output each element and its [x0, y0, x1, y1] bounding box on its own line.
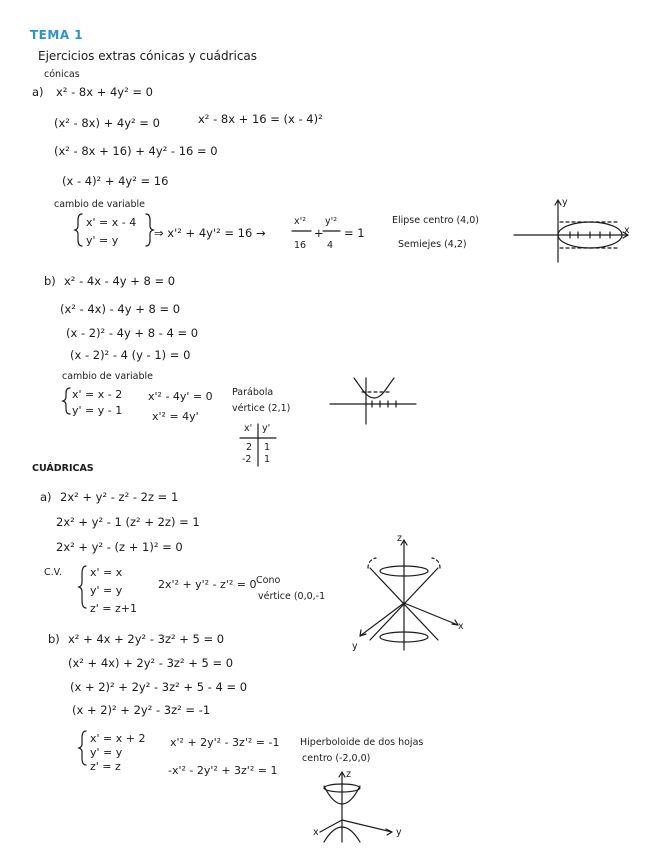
hyperboloid-axis-x-label: x — [313, 827, 319, 838]
conica-b-cv-title: cambio de variable — [62, 371, 154, 382]
conica-a-frac2-num: y'² — [325, 216, 338, 227]
hyperboloid-axis-z-label: z — [346, 769, 351, 780]
hyperboloid-sketch — [320, 772, 392, 842]
cuadrica-a-cv3: z' = z+1 — [90, 602, 137, 615]
cuadrica-b-note-center: centro (-2,0,0) — [302, 753, 371, 764]
conica-a-frac1-den: 16 — [294, 240, 307, 251]
cuadrica-b-step2: (x + 2)² + 2y² - 3z² + 5 - 4 = 0 — [70, 680, 248, 694]
conica-a-note-center: Elipse centro (4,0) — [392, 215, 479, 226]
page-subtitle: Ejercicios extras cónicas y cuádricas — [38, 49, 258, 63]
brace-conica-a — [75, 214, 82, 246]
cuadrica-a-note-type: Cono — [256, 575, 281, 586]
conica-b-step3: (x - 2)² - 4 (y - 1) = 0 — [70, 348, 191, 362]
conica-a-side-note: x² - 8x + 16 = (x - 4)² — [198, 112, 323, 126]
cuadrica-b-step1: (x² + 4x) + 2y² - 3z² + 5 = 0 — [68, 656, 234, 670]
conica-a-equals-one: = 1 — [344, 226, 365, 240]
cuadrica-b-cv2: y' = y — [90, 746, 123, 759]
parabola-table-header-y: y' — [262, 423, 271, 434]
cone-sketch — [360, 540, 458, 650]
ellipse-axis-x-label: x — [624, 225, 630, 236]
brace-cuadrica-b — [79, 731, 86, 765]
cuadrica-a-label: a) — [40, 490, 52, 504]
conica-a-cv-title: cambio de variable — [54, 199, 146, 210]
cuadrica-b-note-type: Hiperboloide de dos hojas — [300, 737, 424, 748]
conica-a-plus: + — [314, 226, 324, 240]
conica-b-cv1: x' = x - 2 — [72, 388, 123, 401]
conica-a-step3: (x - 4)² + 4y² = 16 — [62, 174, 169, 188]
conica-b-result1: x'² - 4y' = 0 — [148, 390, 213, 403]
cuadrica-b-cv1: x' = x + 2 — [90, 732, 146, 745]
parabola-sketch — [330, 378, 416, 424]
conica-b-note-type: Parábola — [232, 387, 274, 398]
cone-axis-y-label: y — [352, 641, 358, 652]
conica-a-equation: x² - 8x + 4y² = 0 — [56, 85, 153, 99]
cuadrica-a-result: 2x'² + y'² - z'² = 0 — [158, 578, 257, 591]
cuadrica-a-equation: 2x² + y² - z² - 2z = 1 — [60, 490, 179, 504]
conica-a-frac1-num: x'² — [294, 216, 307, 227]
conica-b-note-vertex: vértice (2,1) — [232, 403, 291, 414]
cuadrica-a-note-vertex: vértice (0,0,-1 — [258, 591, 326, 602]
conica-a-label: a) — [32, 85, 44, 99]
conica-b-cv2: y' = y - 1 — [72, 404, 123, 417]
cuadrica-a-step1: 2x² + y² - 1 (z² + 2z) = 1 — [56, 515, 200, 529]
conica-a-result: ⇒ x'² + 4y'² = 16 → — [154, 226, 266, 240]
parabola-table-r1-y: 1 — [264, 442, 271, 453]
conica-b-result2: x'² = 4y' — [152, 410, 199, 423]
ellipse-sketch — [514, 200, 628, 262]
cuadrica-b-step3: (x + 2)² + 2y² - 3z² = -1 — [72, 703, 211, 717]
cuadrica-a-cv1: x' = x — [90, 566, 123, 579]
brace-cuadrica-a — [79, 566, 86, 608]
cuadrica-b-cv3: z' = z — [90, 760, 121, 773]
cone-axis-x-label: x — [458, 621, 464, 632]
section-conicas: cónicas — [44, 69, 80, 80]
page-title: TEMA 1 — [30, 28, 84, 42]
conica-a-step2: (x² - 8x + 16) + 4y² - 16 = 0 — [54, 144, 218, 158]
cone-axis-z-label: z — [397, 533, 402, 544]
conica-b-label: b) — [44, 274, 56, 288]
hyperboloid-axis-y-label: y — [396, 827, 402, 838]
brace-close-conica-a — [146, 214, 153, 246]
cuadrica-b-result1: x'² + 2y'² - 3z'² = -1 — [170, 736, 280, 749]
conica-a-cv2: y' = y — [86, 234, 119, 247]
parabola-table-r2-x: -2 — [242, 454, 252, 465]
conica-a-step1: (x² - 8x) + 4y² = 0 — [54, 116, 160, 130]
cuadrica-a-step2: 2x² + y² - (z + 1)² = 0 — [56, 540, 183, 554]
conica-a-note-semiaxes: Semiejes (4,2) — [398, 239, 467, 250]
conica-b-equation: x² - 4x - 4y + 8 = 0 — [64, 274, 176, 288]
ellipse-axis-y-label: y — [562, 197, 568, 208]
cuadrica-a-cv-label: C.V. — [44, 567, 62, 578]
conica-a-cv1: x' = x - 4 — [86, 216, 137, 229]
cuadrica-b-label: b) — [48, 632, 60, 646]
cuadrica-b-result2: -x'² - 2y'² + 3z'² = 1 — [168, 764, 278, 777]
section-cuadricas: CUÁDRICAS — [32, 463, 94, 474]
cuadrica-a-cv2: y' = y — [90, 584, 123, 597]
conica-b-step2: (x - 2)² - 4y + 8 - 4 = 0 — [66, 326, 199, 340]
parabola-table-r2-y: 1 — [264, 454, 271, 465]
parabola-table-header-x: x' — [244, 423, 253, 434]
cuadrica-b-equation: x² + 4x + 2y² - 3z² + 5 = 0 — [68, 632, 225, 646]
parabola-table-r1-x: 2 — [246, 442, 253, 453]
conica-b-step1: (x² - 4x) - 4y + 8 = 0 — [60, 302, 181, 316]
conica-a-frac2-den: 4 — [327, 240, 334, 251]
brace-conica-b — [63, 388, 70, 414]
